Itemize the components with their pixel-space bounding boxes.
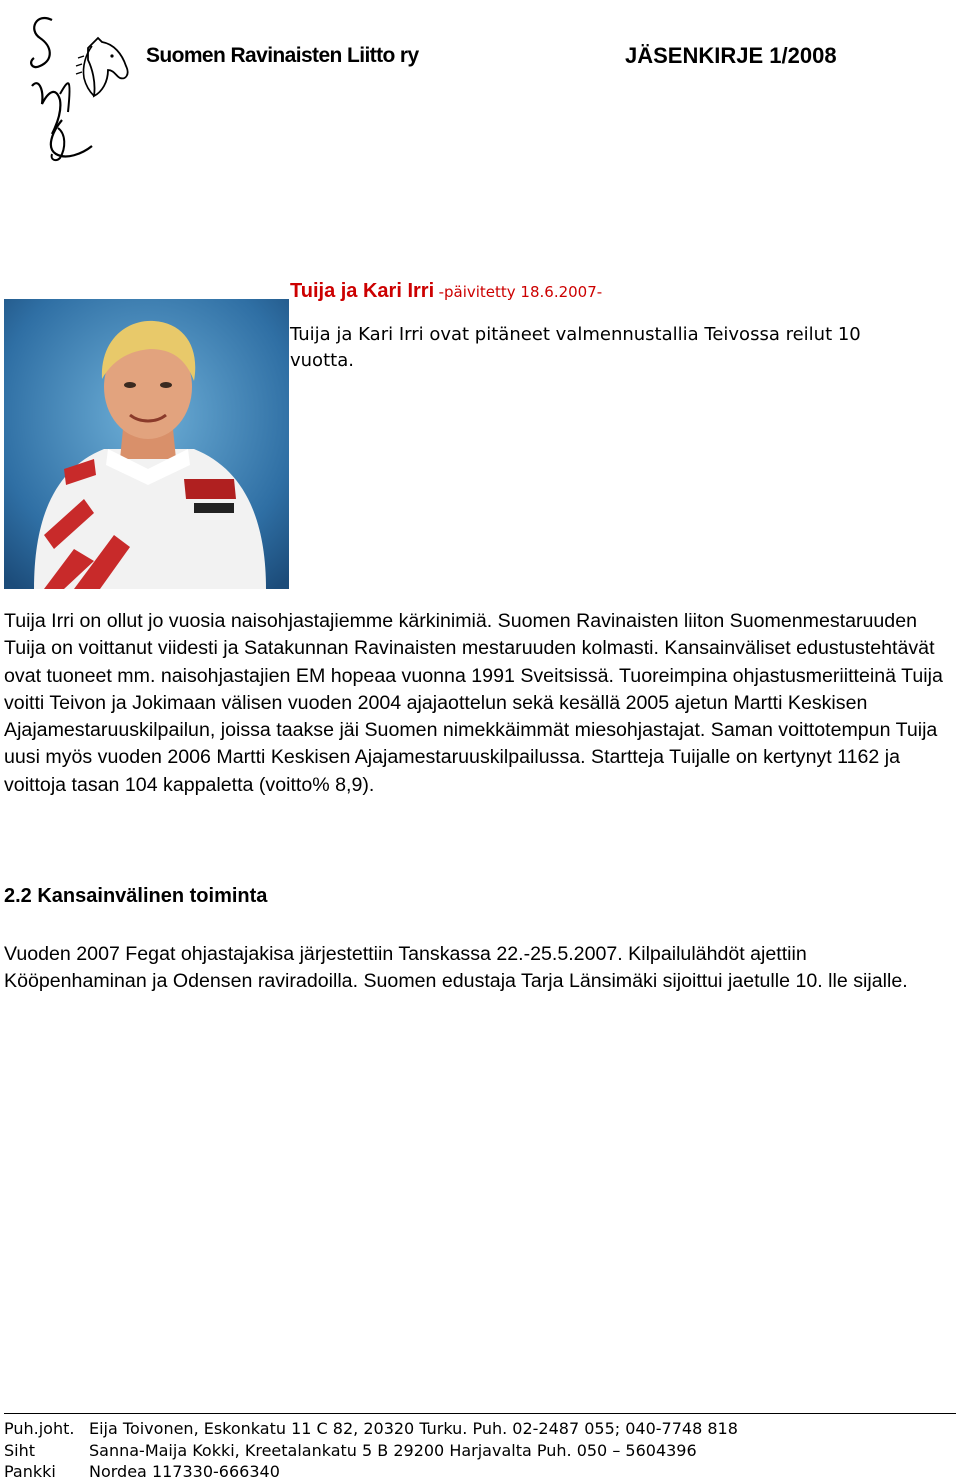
footer-label: Puh.joht. bbox=[4, 1419, 75, 1438]
footer-text: Eija Toivonen, Eskonkatu 11 C 82, 20320 Turku. Puh. 02-2487 055; 040-7748 818 bbox=[89, 1419, 738, 1438]
footer-label: Pankki bbox=[4, 1462, 56, 1482]
document-title: JÄSENKIRJE 1/2008 bbox=[625, 43, 837, 68]
portrait-photo bbox=[4, 299, 289, 589]
profile-intro-text: Tuija ja Kari Irri ovat pitäneet valmennustallia Teivossa reilut 10 vuotta. bbox=[290, 324, 861, 371]
footer-label: Siht bbox=[4, 1440, 36, 1460]
profile-name: Tuija ja Kari Irri bbox=[290, 280, 435, 302]
footer-contacts bbox=[4, 1418, 956, 1483]
footer-divider bbox=[4, 1413, 956, 1414]
section-heading: 2.2 Kansainvälinen toiminta bbox=[4, 885, 268, 907]
organization-name: Suomen Ravinaisten Liitto ry bbox=[146, 44, 419, 67]
section-body-text: Vuoden 2007 Fegat ohjastajakisa järjestettiin Tanskassa 22.-25.5.2007. Kilpailulähdöt ajettiin Kööpenhaminan ja Odensen raviradoilla. Suomen edustaja Tarja Länsimäki sijoittui jaetulle 10. lle sijalle. bbox=[4, 943, 908, 993]
footer-row-chair bbox=[4, 1418, 956, 1440]
footer-row-bank bbox=[4, 1461, 956, 1483]
profile-body-text: Tuija Irri on ollut jo vuosia naisohjastajiemme kärkinimiä. Suomen Ravinaisten liiton Suomenmestaruuden Tuija on voittanut viidesti ja Satakunnan Ravinaisten mestaruuden kolmasti. Kansainväliset edustustehtävät ovat tuoneet mm. naisohjastajien EM hopeaa vuonna 1991 Sveitsissä. Tuoreimpina ohjastusmeriitteinä Tuija voitti Teivon ja Jokimaan välisen vuoden 2004 ajajaottelun sekä kesällä 2005 ajetun Martti Keskisen Ajajamestaruuskilpailun, joissa taakse jäi Suomen nimekkäimmät miesohjastajat. Saman voittotempun Tuija uusi myös vuoden 2006 Martti Keskisen Ajajamestaruuskilpailussa. Startteja Tuijalle on kertynyt 1162 ja voittoja tasan 104 kappaletta (voitto% 8,9). bbox=[4, 610, 943, 796]
organization-logo-icon bbox=[22, 8, 134, 168]
profile-updated-date: -päivitetty 18.6.2007- bbox=[438, 283, 603, 301]
footer-text: Nordea 117330-666340 bbox=[89, 1462, 280, 1482]
footer-text: Sanna-Maija Kokki, Kreetalankatu 5 B 29200 Harjavalta Puh. 050 – 5604396 bbox=[89, 1440, 697, 1460]
profile-heading bbox=[290, 280, 602, 303]
footer-row-secretary bbox=[4, 1440, 956, 1462]
